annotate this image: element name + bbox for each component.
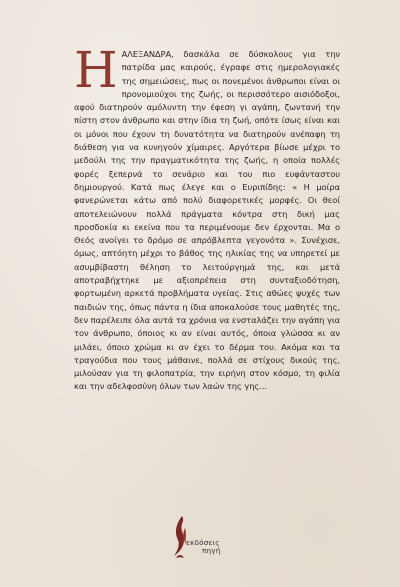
drop-cap: Η	[74, 41, 118, 99]
blurb-text-block	[74, 41, 340, 394]
blurb-paragraph: ΑΛΕΞΑΝΔΡΑ, δασκάλα σε δύσκολους για την πατρίδα μας καιρούς, έγραφε στις ημερολογιακές της σημειώσεις, πως οι πονεμένοι άνθρωποι είναι οι προνομιούχοι της ζωής, οι περισσότερο αισιόδοξοι, αφού διατηρούν αμόλυντη την έφεση γι αγάπη, ζωντανή την πίστη στον άνθρωπο και στην ίδια τη ζωή, οπότε ίσως είναι και οι μόνοι που έχουν τη δυνατότητα να διατηρούν ανέπαφη τη διάθεση για να κυνηγούν χίμαιρες. Αργότερα βίωσε μέχρι το μεδούλι της την πραγματικότητα της ζωής, η οποία πολλές φορές ξεπερνά το σενάριο και του πιο ευφάνταστου δημιουργού. Κατά πως έλεγε και ο Ευριπίδης: « Η μοίρα φανερώνεται κάτω από πολύ διαφορετικές μορφές. Οι θεοί αποτελειώνουν πολλά πράγματα κόντρα στη δική μας προσδοκία κι εκείνα που τα περιμένουμε δεν έρχονται. Μα ο Θεός ανοίγει το δρόμο σε απρόβλεπτα γεγονότα ». Συνέχισε, όμως, απτόητη μέχρι το βάθος της ηλικίας της να υπηρετεί με ασυμβίβαστη θέληση το λειτούργημά της, και μετά αποτραβήχτηκε με αξιοπρέπεια στη συνταξιοδότηση, φορτωμένη αρκετά προβλήματα υγείας. Στις αθώες ψυχές των παιδιών της, όπως πάντα η ίδια αποκαλούσε τους μαθητές της, δεν παρέλειπε όλα αυτά τα χρόνια να ενσταλάζει την αγάπη για τον άνθρωπο, όποιος κι αν είναι αυτός, όποια γλώσσα κι αν μιλάει, όποιο χρώμα κι αν έχει το δέρμα του. Ακόμα και τα τραγούδια που τους μάθαινε, πολλά σε στίχους δικούς της, μιλούσαν για τη φιλοπατρία, την ειρήνη στον κόσμο, τη φιλία και την αδελφοσύνη όλων των λαών της γης...	[74, 49, 340, 392]
publisher-name-line1: εκδόσεις	[186, 538, 220, 547]
publisher-name-line2: πηγή	[202, 546, 221, 555]
publisher-logo	[168, 514, 248, 570]
